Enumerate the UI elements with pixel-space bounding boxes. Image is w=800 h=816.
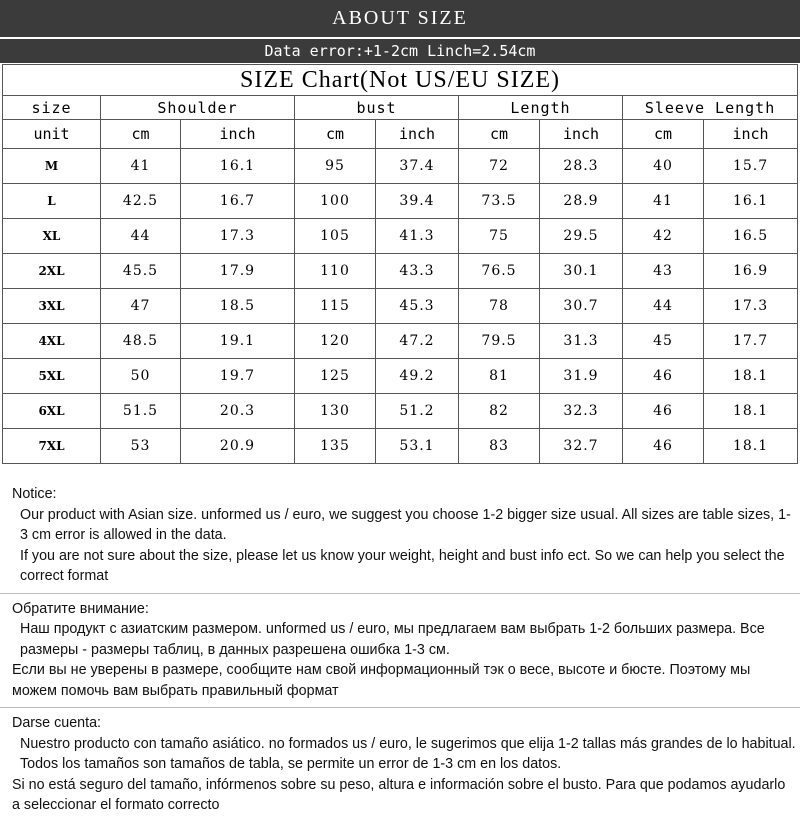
measurement-cell: 32.7	[540, 429, 623, 464]
size-cell: 2XL	[3, 254, 101, 289]
measurement-cell: 42.5	[101, 184, 181, 219]
table-row	[3, 184, 798, 219]
measurement-cell: 45	[623, 324, 704, 359]
notice-english	[12, 484, 797, 587]
measurement-cell: 46	[623, 394, 704, 429]
table-row	[3, 429, 798, 464]
unit-cell: cm	[295, 120, 376, 149]
column-header-length: Length	[459, 96, 623, 120]
measurement-cell: 46	[623, 359, 704, 394]
measurement-cell: 18.1	[704, 429, 798, 464]
measurement-cell: 16.7	[181, 184, 295, 219]
column-header-bust: bust	[295, 96, 459, 120]
measurement-cell: 105	[295, 219, 376, 254]
measurement-cell: 30.1	[540, 254, 623, 289]
unit-cell: inch	[376, 120, 459, 149]
measurement-cell: 120	[295, 324, 376, 359]
notice-heading-ru: Обратите внимание:	[12, 600, 149, 617]
size-chart-table	[2, 64, 798, 464]
measurement-cell: 73.5	[459, 184, 540, 219]
measurement-cell: 31.9	[540, 359, 623, 394]
unit-cell: cm	[101, 120, 181, 149]
measurement-cell: 19.1	[181, 324, 295, 359]
page-title: ABOUT SIZE	[0, 0, 800, 37]
measurement-cell: 30.7	[540, 289, 623, 324]
measurement-cell: 31.3	[540, 324, 623, 359]
notice-paragraph: Если вы не уверены в размере, сообщите нам свой информационный тэк о весе, высоте и бюсте. Поэтому мы можем помочь вам выбрать правильный формат	[12, 662, 751, 699]
measurement-cell: 20.3	[181, 394, 295, 429]
notice-paragraph: If you are not sure about the size, please let us know your weight, height and bust info ect. So we can help you select the correct format	[20, 547, 785, 584]
measurement-cell: 41	[101, 149, 181, 184]
notice-paragraph: Our product with Asian size. unformed us / euro, we suggest you choose 1-2 bigger size usual. All sizes are table sizes, 1-3 cm error is allowed in the data.	[20, 506, 791, 543]
measurement-cell: 51.5	[101, 394, 181, 429]
measurement-cell: 15.7	[704, 149, 798, 184]
column-header-shoulder: Shoulder	[101, 96, 295, 120]
measurement-cell: 44	[623, 289, 704, 324]
measurement-cell: 53.1	[376, 429, 459, 464]
measurement-cell: 110	[295, 254, 376, 289]
measurement-cell: 28.9	[540, 184, 623, 219]
measurement-cell: 130	[295, 394, 376, 429]
notice-paragraph: Nuestro producto con tamaño asiático. no formados us / euro, le sugerimos que elija 1-2 tallas más grandes de lo habitual. Todos los tamaños son tamaños de tabla, se permite un error de 1-3 cm en los datos.	[20, 735, 796, 772]
unit-label: unit	[3, 120, 101, 149]
measurement-cell: 19.7	[181, 359, 295, 394]
measurement-cell: 41.3	[376, 219, 459, 254]
size-cell: L	[3, 184, 101, 219]
notice-spanish	[12, 713, 797, 816]
measurement-cell: 37.4	[376, 149, 459, 184]
chart-title: SIZE Chart(Not US/EU SIZE)	[3, 65, 798, 96]
measurement-cell: 45.5	[101, 254, 181, 289]
measurement-cell: 39.4	[376, 184, 459, 219]
measurement-cell: 49.2	[376, 359, 459, 394]
table-row	[3, 254, 798, 289]
measurement-cell: 17.3	[181, 219, 295, 254]
measurement-cell: 81	[459, 359, 540, 394]
size-cell: 4XL	[3, 324, 101, 359]
divider	[0, 707, 800, 708]
measurement-cell: 29.5	[540, 219, 623, 254]
measurement-cell: 16.5	[704, 219, 798, 254]
measurement-cell: 16.1	[181, 149, 295, 184]
measurement-cell: 95	[295, 149, 376, 184]
measurement-cell: 53	[101, 429, 181, 464]
column-group-header-row	[3, 96, 798, 120]
measurement-cell: 78	[459, 289, 540, 324]
unit-header-row	[3, 120, 798, 149]
table-row	[3, 289, 798, 324]
measurement-cell: 17.9	[181, 254, 295, 289]
divider	[0, 593, 800, 594]
size-cell: 5XL	[3, 359, 101, 394]
measurement-cell: 115	[295, 289, 376, 324]
notice-heading-es: Darse cuenta:	[12, 715, 102, 731]
measurement-cell: 82	[459, 394, 540, 429]
measurement-cell: 48.5	[101, 324, 181, 359]
unit-cell: inch	[181, 120, 295, 149]
measurement-cell: 40	[623, 149, 704, 184]
table-row	[3, 324, 798, 359]
measurement-cell: 50	[101, 359, 181, 394]
measurement-cell: 17.3	[704, 289, 798, 324]
notice-paragraph: Наш продукт с азиатским размером. unformed us / euro, мы предлагаем вам выбрать 1-2 больших размера. Все размеры - размеры таблиц, в данных разрешена ошибка 1-3 см.	[20, 621, 765, 658]
measurement-cell: 16.1	[704, 184, 798, 219]
notice-paragraph: Si no está seguro del tamaño, infórmenos sobre su peso, altura e información sobre el busto. Para que podamos ayudarlo a seleccionar el formato correcto	[12, 776, 786, 813]
measurement-cell: 44	[101, 219, 181, 254]
table-row	[3, 394, 798, 429]
unit-cell: inch	[540, 120, 623, 149]
measurement-cell: 45.3	[376, 289, 459, 324]
measurement-cell: 46	[623, 429, 704, 464]
column-header-sleeve-length: Sleeve Length	[623, 96, 798, 120]
size-cell: M	[3, 149, 101, 184]
measurement-cell: 16.9	[704, 254, 798, 289]
measurement-cell: 18.5	[181, 289, 295, 324]
measurement-cell: 51.2	[376, 394, 459, 429]
measurement-cell: 20.9	[181, 429, 295, 464]
measurement-cell: 32.3	[540, 394, 623, 429]
measurement-cell: 76.5	[459, 254, 540, 289]
measurement-cell: 75	[459, 219, 540, 254]
measurement-cell: 83	[459, 429, 540, 464]
measurement-cell: 43	[623, 254, 704, 289]
measurement-cell: 79.5	[459, 324, 540, 359]
measurement-cell: 41	[623, 184, 704, 219]
unit-cell: inch	[704, 120, 798, 149]
data-error-note: Data error:+1-2cm Linch=2.54cm	[0, 37, 800, 63]
size-cell: 7XL	[3, 429, 101, 464]
table-row	[3, 149, 798, 184]
measurement-cell: 42	[623, 219, 704, 254]
unit-cell: cm	[459, 120, 540, 149]
measurement-cell: 125	[295, 359, 376, 394]
measurement-cell: 17.7	[704, 324, 798, 359]
table-row	[3, 359, 798, 394]
column-header-size: size	[3, 96, 101, 120]
unit-cell: cm	[623, 120, 704, 149]
size-cell: XL	[3, 219, 101, 254]
notice-russian	[12, 599, 797, 702]
size-cell: 3XL	[3, 289, 101, 324]
measurement-cell: 28.3	[540, 149, 623, 184]
measurement-cell: 18.1	[704, 394, 798, 429]
measurement-cell: 18.1	[704, 359, 798, 394]
notice-heading-en: Notice:	[12, 486, 57, 502]
table-row	[3, 219, 798, 254]
notes-section	[12, 484, 797, 816]
measurement-cell: 72	[459, 149, 540, 184]
size-cell: 6XL	[3, 394, 101, 429]
size-rows	[3, 149, 798, 464]
measurement-cell: 100	[295, 184, 376, 219]
measurement-cell: 47.2	[376, 324, 459, 359]
measurement-cell: 43.3	[376, 254, 459, 289]
measurement-cell: 135	[295, 429, 376, 464]
measurement-cell: 47	[101, 289, 181, 324]
